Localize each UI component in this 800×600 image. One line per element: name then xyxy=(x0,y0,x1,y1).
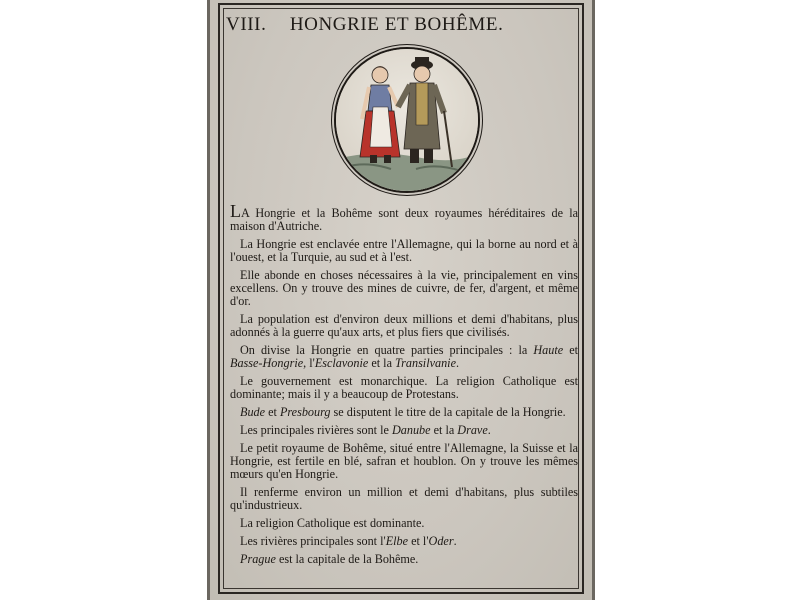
italic-text: Prague xyxy=(240,552,276,566)
paragraph-text: est la capitale de la Bohême. xyxy=(275,552,419,566)
paragraph: La Hongrie est enclavée entre l'Allemagne, qui la borne au nord et à l'ouest, et la Turquie, au sud et à l'est. xyxy=(230,237,578,264)
paragraph-text: se disputent le titre de la capitale de la Hongrie. xyxy=(330,405,566,419)
paragraph: Le gouvernement est monarchique. La religion Catholique est dominante; mais il y a beaucoup de Protestans. xyxy=(230,374,578,401)
paragraph-text: et xyxy=(563,343,578,357)
paragraph-text: A Hongrie et la Bohême sont deux royaumes héréditaires de la maison d'Autriche. xyxy=(230,206,578,233)
costume-figures-image xyxy=(336,49,478,191)
card-body-text xyxy=(230,201,578,571)
card-header xyxy=(226,14,580,36)
paragraph xyxy=(230,553,578,566)
paragraph: Le petit royaume de Bohême, situé entre l'Allemagne, la Suisse et la Hongrie, est fertile en blé, safran et houblon. On y trouve les mêmes mœurs qu'en Hongrie. xyxy=(230,441,578,481)
paragraph-text: et la xyxy=(430,423,458,437)
paragraph xyxy=(230,424,578,437)
card-number: VIII. xyxy=(226,14,267,35)
paragraph-text: . xyxy=(487,423,491,437)
paragraph-text: Les rivières principales sont l' xyxy=(240,534,386,548)
italic-text: Danube xyxy=(391,423,431,437)
paragraph-text: et l' xyxy=(408,534,429,548)
paragraph-text: , l' xyxy=(303,356,315,370)
paragraph xyxy=(230,406,578,419)
playing-card xyxy=(207,0,595,600)
paragraph xyxy=(230,344,578,370)
drop-cap: L xyxy=(230,201,241,221)
italic-text: Drave xyxy=(457,423,488,437)
italic-text: Bude xyxy=(240,405,266,419)
paragraph-text: et xyxy=(265,405,280,419)
italic-text: Haute xyxy=(533,343,564,357)
paragraph: La religion Catholique est dominante. xyxy=(240,516,425,530)
italic-text: Oder xyxy=(428,534,454,548)
italic-text: Esclavonie xyxy=(314,356,369,370)
card-title: HONGRIE ET BOHÊME. xyxy=(289,14,504,35)
paragraph-text: . xyxy=(455,356,460,370)
italic-text: Basse-Hongrie xyxy=(230,356,304,370)
paragraph xyxy=(230,201,578,233)
paragraph-text: . xyxy=(453,534,457,548)
costume-medallion-illustration xyxy=(334,47,480,193)
paragraph xyxy=(230,535,578,548)
italic-text: Transilvanie xyxy=(395,356,456,370)
italic-text: Elbe xyxy=(385,534,409,548)
paragraph: La population est d'environ deux millions et demi d'habitans, plus adonnés à la guerre qu'aux arts, et plus fiers que civilisés. xyxy=(230,312,578,339)
paragraph-text: Les principales rivières sont le xyxy=(240,423,392,437)
paragraph-text: On divise la Hongrie en quatre parties principales : la xyxy=(240,343,534,357)
paragraph: Il renferme environ un million et demi d'habitans, plus subtiles qu'industrieux. xyxy=(230,485,578,512)
paragraph-text: et la xyxy=(368,356,396,370)
paragraph: Elle abonde en choses nécessaires à la vie, principalement en vins excellens. On y trouve des mines de cuivre, de fer, d'argent, et même d'or. xyxy=(230,268,578,308)
italic-text: Presbourg xyxy=(279,405,331,419)
